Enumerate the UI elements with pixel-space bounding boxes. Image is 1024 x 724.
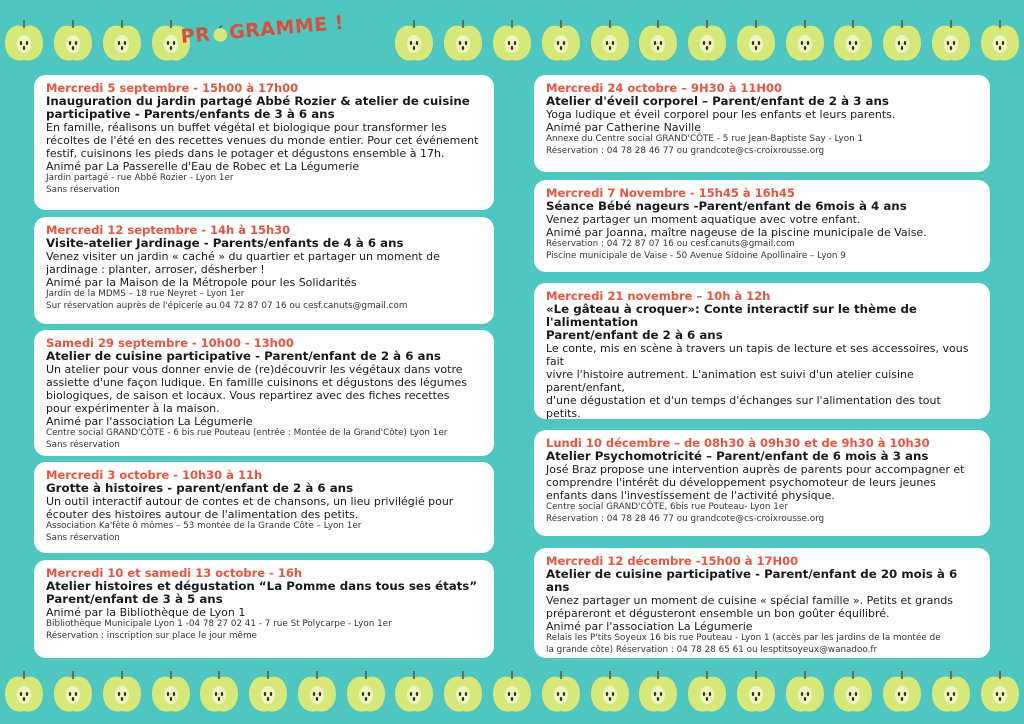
apple-half: [346, 669, 386, 719]
apple-half: [785, 18, 825, 68]
event-title: «Le gâteau à croquer»: Conte interactif sur le thème de l'alimentation: [546, 302, 917, 329]
apple-half: [151, 669, 191, 719]
event-date: Mercredi 10 et samedi 13 octobre - 16h: [46, 566, 303, 580]
apple-half-icon: [785, 18, 825, 64]
event-animator: Animé par la Maison de la Métropole pour les Solidarités: [46, 276, 357, 289]
apple-half: [638, 18, 678, 68]
apple-half-icon: [687, 669, 727, 715]
apple-half-icon: [492, 669, 532, 715]
apple-half: [833, 669, 873, 719]
event-title: Parent/enfant de 3 à 5 ans: [46, 592, 223, 606]
event-description: pour expérimenter à la maison.: [46, 402, 220, 415]
apple-half-icon: [4, 669, 44, 715]
event-description: Un atelier pour vous donner envie de (re)découvrir les végétaux dans votre: [46, 363, 463, 376]
event-card: [34, 75, 494, 210]
event-description: enfants dans l'investissement de l'activité physique.: [546, 489, 835, 502]
event-date: Samedi 29 septembre - 10h00 - 13h00: [46, 336, 294, 350]
event-card: [34, 330, 494, 456]
event-title: Atelier de cuisine participative - Parent/enfant de 2 à 6 ans: [46, 349, 441, 363]
apple-half: [736, 18, 776, 68]
apple-half: [443, 18, 483, 68]
apple-half-icon: [199, 669, 239, 715]
apple-half: [248, 669, 288, 719]
apple-half: [931, 18, 971, 68]
apple-half: [931, 669, 971, 719]
event-card: [534, 180, 990, 272]
event-title: Atelier d'éveil corporel – Parent/enfant de 2 à 3 ans: [546, 94, 889, 108]
event-description: vivre l'histoire autrement. L'animation est suivi d'un atelier cuisine parent/enfant,: [546, 368, 914, 394]
apple-half-icon: [4, 18, 44, 64]
event-reservation: Sans réservation: [46, 532, 120, 543]
event-date: Mercredi 3 octobre - 10h30 à 11h: [46, 468, 263, 482]
event-card: [34, 462, 494, 553]
event-description: Venez visiter un jardin « caché » du quartier et partager un moment de: [46, 250, 440, 263]
apple-half: [199, 669, 239, 719]
apple-half: [882, 18, 922, 68]
apple-half-icon: [931, 18, 971, 64]
event-date: Mercredi 12 septembre - 14h à 15h30: [46, 223, 291, 237]
event-date: Mercredi 12 décembre -15h00 à 17H00: [546, 554, 799, 568]
event-location: Piscine municipale de Vaise - 50 Avenue Sidoine Apollinaire – Lyon 9: [546, 250, 846, 261]
apple-half: [394, 18, 434, 68]
apple-half: [102, 18, 142, 68]
event-description: écouter des histoires autour de l'alimentation des petits.: [46, 508, 359, 521]
event-description: En famille, réalisons un buffet végétal et biologique pour transformer les: [46, 121, 447, 134]
apple-half: [687, 18, 727, 68]
event-animator: Animé par La Passerelle d'Eau de Robec et La Légumerie: [46, 160, 360, 173]
event-reservation: Sur réservation auprès de l'épicerie au 04 72 87 07 16 ou cesf.canuts@gmail.com: [46, 300, 408, 311]
apple-half-icon: [346, 669, 386, 715]
event-reservation: Réservation : inscription sur place le jour même: [46, 630, 257, 641]
event-card: [534, 430, 990, 536]
apple-half-icon: [638, 669, 678, 715]
event-description: comprendre l'intérêt du développement psychomoteur de leurs jeunes: [546, 476, 936, 489]
event-description: biologiques, de saison et locaux. Vous repartirez avec des fiches recettes: [46, 389, 450, 402]
apple-half: [638, 669, 678, 719]
apple-half: [297, 669, 337, 719]
apple-half: [882, 669, 922, 719]
apple-half: [980, 18, 1020, 68]
event-location: Jardin partagé - rue Abbé Rozier - Lyon 1er: [46, 173, 234, 183]
event-reservation: Sans réservation: [46, 439, 120, 450]
event-title: Atelier histoires et dégustation “La Pomme dans tous ses états”: [46, 579, 478, 593]
event-location: Relais les P'tits Soyeux 16 bis rue Pouteau - Lyon 1 (accès par les jardins de la montée de: [546, 633, 941, 643]
top-apple-border: [0, 18, 1024, 64]
apple-half-icon: [102, 669, 142, 715]
apple-half-icon: [53, 18, 93, 64]
event-description: Venez partager un moment aquatique avec votre enfant.: [546, 213, 861, 226]
event-description: prépareront et dégusteront ensemble un bon goûter équilibré.: [546, 607, 890, 620]
event-reservation: la grande côte) Réservation : 04 78 28 65 61 ou lesptitsoyeux@wanadoo.fr: [546, 644, 878, 655]
event-description: d'une dégustation et d'un temps d'échanges sur l'alimentation des tout petits.: [546, 394, 941, 419]
event-location: Annexe du Centre social GRAND'CÔTE - 5 rue Jean-Baptiste Say - Lyon 1: [546, 134, 864, 144]
apple-half-icon: [980, 669, 1020, 715]
apple-half-icon: [102, 18, 142, 64]
event-date: Mercredi 21 novembre – 10h à 12h: [546, 289, 771, 303]
apple-half-icon: [394, 669, 434, 715]
event-description: Venez partager un moment de cuisine « spécial famille ». Petits et grands: [546, 594, 954, 607]
apple-icon: [211, 25, 230, 48]
event-animator: Animé par la Bibliothèque de Lyon 1: [46, 606, 246, 619]
event-date: Mercredi 24 octobre – 9H30 à 11H00: [546, 81, 782, 95]
apple-half-icon: [833, 18, 873, 64]
event-title: Grotte à histoires - parent/enfant de 2 à 6 ans: [46, 481, 354, 495]
apple-half: [4, 18, 44, 68]
apple-half: [443, 669, 483, 719]
event-title: Séance Bébé nageurs -Parent/enfant de 6mois à 4 ans: [546, 199, 907, 213]
apple-half-icon: [736, 18, 776, 64]
event-title: Visite-atelier Jardinage - Parents/enfants de 4 à 6 ans: [46, 236, 404, 250]
event-description: Le conte, mis en scène à travers un tapis de lecture et ses accessoires, vous fait: [546, 342, 969, 368]
apple-half-icon: [443, 18, 483, 64]
apple-half-icon: [980, 18, 1020, 64]
event-card: [534, 548, 990, 658]
apple-half-icon: [785, 669, 825, 715]
event-reservation: Réservation : 04 72 87 07 16 ou cesf.canuts@gmail.com: [546, 239, 795, 249]
event-location: Bibliothèque Municipale Lyon 1 -04 78 27 02 41 - 7 rue St Polycarpe - Lyon 1er: [46, 619, 392, 629]
apple-half-icon: [492, 18, 532, 64]
event-reservation: Réservation : 04 78 28 46 77 ou grandcote@cs-croixrousse.org: [546, 513, 825, 524]
event-card: [34, 560, 494, 658]
event-description: récoltes de l'été en des recettes venues du monde entier. Pour cet événement: [46, 134, 479, 147]
event-title: Atelier de cuisine participative - Parent/enfant de 20 mois à 6 ans: [546, 567, 958, 594]
apple-half: [736, 669, 776, 719]
event-title: Parent/enfant de 2 à 6 ans: [546, 328, 723, 342]
apple-half: [394, 669, 434, 719]
apple-half-icon: [736, 669, 776, 715]
event-card: [534, 75, 990, 172]
event-reservation: Sans réservation: [46, 184, 120, 195]
apple-half-icon: [638, 18, 678, 64]
apple-half-icon: [443, 669, 483, 715]
event-card: [34, 217, 494, 324]
apple-half: [4, 669, 44, 719]
event-description: jardinage : planter, arroser, désherber !: [46, 263, 265, 276]
event-description: Un outil interactif autour de contes et de chansons, un lieu privilégié pour: [46, 495, 454, 508]
apple-half: [833, 18, 873, 68]
apple-half: [102, 669, 142, 719]
event-description: Yoga ludique et éveil corporel pour les enfants et leurs parents.: [546, 108, 896, 121]
event-location: Centre social GRAND'CÔTE - 6 bis rue Pouteau (entrée : Montée de la Grand'Côte) Lyon 1er: [46, 428, 448, 438]
apple-half: [590, 669, 630, 719]
event-animator: Animé par Joanna, maître nageuse de la piscine municipale de Vaise.: [546, 226, 927, 239]
apple-half: [541, 669, 581, 719]
event-card: [534, 283, 990, 419]
event-reservation: Réservation : 04 78 28 46 77 ou grandcote@cs-croixrousse.org: [546, 145, 825, 156]
apple-half-icon: [394, 18, 434, 64]
event-location: Jardin de la MDMS – 18 rue Neyret – Lyon 1er: [46, 289, 245, 299]
apple-half-icon: [590, 18, 630, 64]
event-animator: Animé par Catherine Naville: [546, 121, 701, 134]
apple-half: [492, 18, 532, 68]
bottom-apple-border: [0, 669, 1024, 715]
event-location: Centre social GRAND'CÔTE, 6bis rue Pouteau- Lyon 1er: [546, 502, 788, 512]
apple-half: [541, 18, 581, 68]
event-date: Mercredi 5 septembre - 15h00 à 17h00: [46, 81, 299, 95]
event-animator: Animé par l'association La Légumerie: [46, 415, 253, 428]
event-title: Inauguration du jardin partagé Abbé Rozier & atelier de cuisine: [46, 94, 470, 108]
event-title: participative - Parents/enfants de 3 à 6 ans: [46, 107, 335, 121]
apple-half-icon: [151, 669, 191, 715]
event-description: José Braz propose une intervention auprès de parents pour accompagner et: [546, 463, 965, 476]
apple-half-icon: [53, 669, 93, 715]
apple-half-icon: [687, 18, 727, 64]
apple-half: [53, 18, 93, 68]
apple-half-icon: [931, 669, 971, 715]
apple-half-icon: [590, 669, 630, 715]
apple-half: [687, 669, 727, 719]
apple-half: [492, 669, 532, 719]
event-description: festif, cuisinons les pieds dans le potager et dégustons ensemble à 17h.: [46, 147, 445, 160]
event-title: Atelier Psychomotricité – Parent/enfant de 6 mois à 3 ans: [546, 449, 929, 463]
apple-half: [53, 669, 93, 719]
apple-half: [980, 669, 1020, 719]
apple-half-icon: [541, 18, 581, 64]
event-animator: Animé par l'association La Légumerie: [546, 620, 753, 633]
apple-half: [590, 18, 630, 68]
event-date: Mercredi 7 Novembre - 15h45 à 16h45: [546, 186, 795, 200]
apple-half-icon: [882, 18, 922, 64]
apple-half-icon: [833, 669, 873, 715]
event-date: Lundi 10 décembre – de 08h30 à 09h30 et de 9h30 à 10h30: [546, 436, 930, 450]
apple-half-icon: [882, 669, 922, 715]
apple-half: [785, 669, 825, 719]
page-title: PR GRAMME !: [179, 11, 345, 48]
apple-half-icon: [541, 669, 581, 715]
event-location: Association Ka'fête ô mômes – 53 montée de la Grande Côte – Lyon 1er: [46, 521, 362, 531]
event-description: assiette d'une façon ludique. En famille cuisinons et dégustons des légumes: [46, 376, 467, 389]
apple-half-icon: [248, 669, 288, 715]
apple-half-icon: [297, 669, 337, 715]
